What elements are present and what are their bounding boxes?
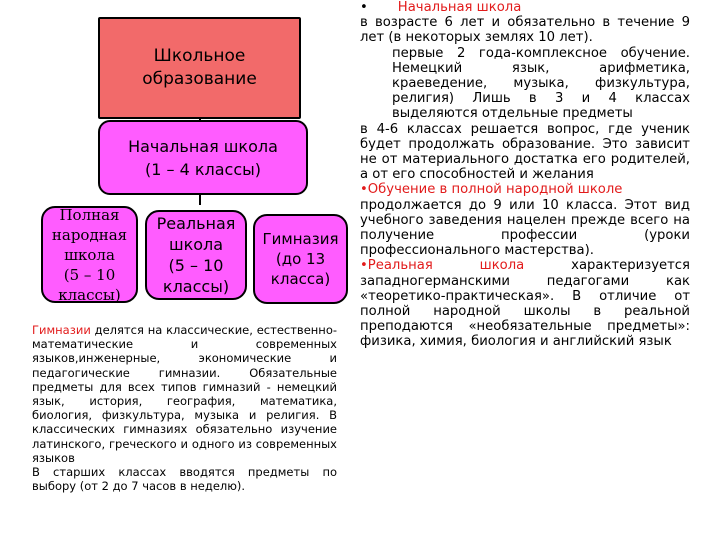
primary-title: Начальная школа	[397, 0, 522, 15]
volk-highlight: •Обучение в полной народной школе	[360, 182, 623, 198]
gym-box-line3: класса)	[270, 270, 331, 288]
gym-box-line2: (до 13	[275, 250, 326, 268]
gym-note-para1	[32, 323, 337, 465]
primary-school-box	[98, 120, 308, 195]
real-box-line4: классы)	[162, 277, 230, 296]
primary-title-line	[360, 0, 690, 15]
gymnasium-box	[253, 214, 348, 304]
gym-note-highlight: Гимназии	[32, 323, 91, 337]
real-highlight: •Реальная школа	[360, 258, 525, 274]
school-box-line1: Школьное	[153, 46, 246, 66]
real-box-line3: (5 – 10	[168, 256, 224, 275]
volk-box-line4: (5 – 10	[63, 265, 116, 284]
volk-school-box	[41, 206, 138, 303]
primary-body3: в 4-6 классах решается вопрос, где ученик будет продолжать образование. Это зависит не от материального достатка его родителей, а от его способностей и желания	[360, 121, 690, 183]
volk-box-line1: Полная	[59, 205, 120, 224]
school-types-description	[360, 0, 690, 350]
school-box-line2: образование	[142, 69, 257, 89]
volk-box-line2: народная	[51, 225, 128, 244]
volk-body: продолжается до 9 или 10 класса. Этот вид учебного заведения нацелен прежде всего на получение профессии (уроки профессионального мастерства).	[360, 197, 690, 259]
gym-note-body: делятся на классические, естественно-математические и современных языков,инженерные, экономические и педагогические гимназии. Обязательные предметы для всех типов гимназий - немецкий язык, история, география, математика, биология, физкультура, музыка и религия. В классических гимназиях обязательно изучение латинского, греческого и одного из современных языков	[32, 323, 337, 465]
bullet-icon: •	[360, 0, 368, 15]
real-para	[360, 258, 690, 349]
real-box-line1: Реальная	[156, 214, 236, 233]
gymnasium-description	[32, 323, 337, 493]
real-school-box	[145, 210, 247, 300]
gym-box-line1: Гимназия	[262, 230, 339, 248]
primary-body2: первые 2 года-комплексное обучение. Немецкий язык, арифметика, краеведение, музыка, физкультура, религия) Лишь в 3 и 4 классах выделяются отдельные предметы	[392, 45, 690, 122]
primary-body: в возрасте 6 лет и обязательно в течение 9 лет (в некоторых землях 10 лет).	[360, 15, 690, 46]
primary-box-line2: (1 – 4 классы)	[144, 159, 262, 179]
real-body: характеризуется западногерманскими педагогами как «теоретико-практическая». В отличие от полной народной школы в реальной преподаются «необязательные предметы»: физика, химия, биология и английский язык	[360, 258, 690, 350]
school-education-box	[98, 17, 301, 119]
volk-box-line3: школа	[64, 245, 115, 264]
gym-note-para2: В старших классах вводятся предметы по выбору (от 2 до 7 часов в неделю).	[32, 465, 337, 494]
volk-box-line5: классы)	[58, 285, 121, 304]
real-box-line2: школа	[168, 235, 224, 254]
primary-box-line1: Начальная школа	[128, 136, 278, 156]
